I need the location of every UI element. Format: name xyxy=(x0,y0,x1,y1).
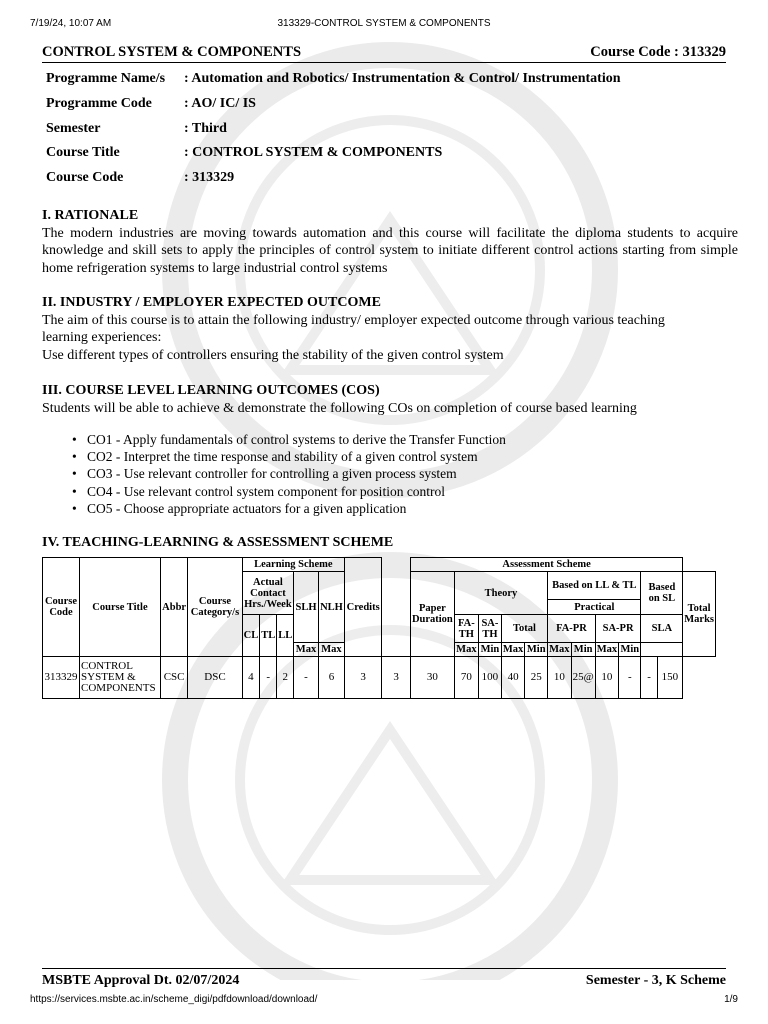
browser-print-header xyxy=(30,18,738,32)
th-min: Min xyxy=(571,643,595,657)
approval-date: MSBTE Approval Dt. 02/07/2024 xyxy=(42,973,240,988)
print-page-title: 313329-CONTROL SYSTEM & COMPONENTS xyxy=(277,18,491,29)
document-footer xyxy=(42,968,726,991)
list-item: • CO2 - Interpret the time response and stability of a given control system xyxy=(72,448,506,465)
th-course-title: Course Title xyxy=(80,558,161,657)
cell-slh: - xyxy=(294,657,319,699)
print-page-number: 1/9 xyxy=(724,994,738,1005)
th-max: Max xyxy=(456,644,477,655)
rationale-section xyxy=(42,207,738,277)
cell-ll: 2 xyxy=(277,657,294,699)
meta-row xyxy=(46,116,621,141)
cell-total-max: 100 xyxy=(479,657,502,699)
cell-sa-pr-max: 25@ xyxy=(571,657,595,699)
meta-row xyxy=(46,166,621,191)
cell-credits: 3 xyxy=(345,657,382,699)
th-max: Max xyxy=(549,644,570,655)
th-based-ll-tl: Based on LL & TL xyxy=(548,572,641,600)
meta-key: Semester xyxy=(46,120,101,136)
cos-list xyxy=(72,431,506,517)
th-min: Min xyxy=(525,643,548,657)
cell-nlh: 6 xyxy=(318,657,344,699)
th-max: Max xyxy=(502,644,524,655)
th-cl: CL xyxy=(242,615,260,657)
cell-tl: - xyxy=(260,657,277,699)
th-max: Max xyxy=(596,644,618,655)
print-url: https://services.msbte.ac.in/scheme_digi/pdfdownload/download/ xyxy=(30,994,318,1005)
list-item: • CO1 - Apply fundamentals of control systems to derive the Transfer Function xyxy=(72,431,506,448)
industry-outcome-text: The aim of this course is to attain the following industry/ employer expected outcome through various teaching learning experiences: xyxy=(42,312,665,345)
meta-value: : Automation and Robotics/ Instrumentation & Control/ Instrumentation xyxy=(184,71,621,87)
industry-outcome-section xyxy=(42,294,738,364)
cell-sla-max: - xyxy=(619,657,641,699)
table-spacer xyxy=(382,558,411,657)
cell-fa-th-max: 30 xyxy=(410,657,454,699)
th-slh: SLH xyxy=(294,572,319,643)
header-course-code: Course Code : 313329 xyxy=(590,44,726,60)
th-max: Max xyxy=(294,643,319,657)
industry-outcome-title: II. INDUSTRY / EMPLOYER EXPECTED OUTCOME xyxy=(42,295,381,310)
th-learning-scheme: Learning Scheme xyxy=(242,558,345,572)
cell-fa-pr-min: 10 xyxy=(548,657,571,699)
th-course-code: Course Code xyxy=(43,558,80,657)
rationale-text: The modern industries are moving towards automation and this course will facilitate the diploma students to acquire knowledge and skill sets to apply the principles of control system to initiate different control actions starting from simple home refrigeration systems to large industrial control systems xyxy=(42,225,738,276)
th-min: Min xyxy=(479,643,502,657)
th-sa-th: SA-TH xyxy=(479,615,502,643)
meta-key: Programme Code xyxy=(46,96,152,112)
cos-section xyxy=(42,382,738,417)
th-category: Course Category/s xyxy=(188,558,242,657)
meta-row xyxy=(46,92,621,117)
cos-intro: Students will be able to achieve & demonstrate the following COs on completion of course based learning xyxy=(42,400,637,416)
th-sla: SLA xyxy=(641,615,683,643)
scheme-title: IV. TEACHING-LEARNING & ASSESSMENT SCHEME xyxy=(42,535,394,550)
teaching-assessment-scheme-table xyxy=(42,557,716,699)
cell-sla-min: - xyxy=(641,657,657,699)
cos-title: III. COURSE LEVEL LEARNING OUTCOMES (COS) xyxy=(42,383,380,398)
th-nlh: NLH xyxy=(318,572,344,643)
list-item: • CO5 - Choose appropriate actuators for a given application xyxy=(72,500,506,517)
meta-value: : Third xyxy=(184,120,227,136)
cell-total-marks: 150 xyxy=(657,657,683,699)
th-tl: TL xyxy=(260,615,277,657)
th-actual-contact: Actual Contact Hrs./Week xyxy=(242,572,294,615)
meta-key: Programme Name/s xyxy=(46,71,166,87)
cell-total-min: 40 xyxy=(501,657,524,699)
industry-outcome-statement: Use different types of controllers ensuring the stability of the given control system xyxy=(42,347,504,363)
cell-sa-pr-min: 10 xyxy=(595,657,618,699)
th-abbr: Abbr xyxy=(160,558,187,657)
meta-row xyxy=(46,67,621,92)
document-header xyxy=(42,42,726,63)
th-paper-duration: Paper Duration xyxy=(410,572,454,657)
cell-abbr: CSC xyxy=(160,657,187,699)
meta-value: : 313329 xyxy=(184,170,235,186)
print-datetime: 7/19/24, 10:07 AM xyxy=(30,18,112,29)
cell-paper-duration: 3 xyxy=(382,657,411,699)
cell-category: DSC xyxy=(188,657,242,699)
cell-cl: 4 xyxy=(242,657,260,699)
list-item: • CO4 - Use relevant control system component for position control xyxy=(72,483,506,500)
cell-course-title: CONTROL SYSTEM & COMPONENTS xyxy=(80,657,161,699)
meta-row xyxy=(46,141,621,166)
th-total-marks: Total Marks xyxy=(683,572,716,657)
th-assessment-scheme: Assessment Scheme xyxy=(410,558,682,572)
semester-scheme: Semester - 3, K Scheme xyxy=(585,973,726,988)
rationale-title: I. RATIONALE xyxy=(42,208,139,223)
cell-course-code: 313329 xyxy=(43,657,80,699)
programme-info-table xyxy=(46,67,621,190)
th-fa-pr: FA-PR xyxy=(548,615,596,643)
th-based-sl: Based on SL xyxy=(641,572,683,615)
th-credits: Credits xyxy=(345,558,382,657)
th-practical: Practical xyxy=(548,600,641,615)
th-sa-pr: SA-PR xyxy=(595,615,641,643)
table-row xyxy=(43,657,716,699)
meta-key: Course Title xyxy=(46,145,120,161)
th-fa-th: FA-TH xyxy=(454,615,478,643)
list-item: • CO3 - Use relevant controller for controlling a given process system xyxy=(72,465,506,482)
th-max: Max xyxy=(318,643,344,657)
th-min: Min xyxy=(620,644,640,655)
th-theory: Theory xyxy=(454,572,547,615)
header-course-name: CONTROL SYSTEM & COMPONENTS xyxy=(42,44,302,60)
meta-value: : AO/ IC/ IS xyxy=(184,96,256,112)
meta-key: Course Code xyxy=(46,170,124,186)
scheme-section xyxy=(42,534,738,552)
cell-sa-th-max: 70 xyxy=(454,657,478,699)
th-total: Total xyxy=(501,615,547,643)
meta-value: : CONTROL SYSTEM & COMPONENTS xyxy=(184,145,443,161)
th-ll: LL xyxy=(277,615,294,657)
cell-fa-pr-max: 25 xyxy=(525,657,548,699)
